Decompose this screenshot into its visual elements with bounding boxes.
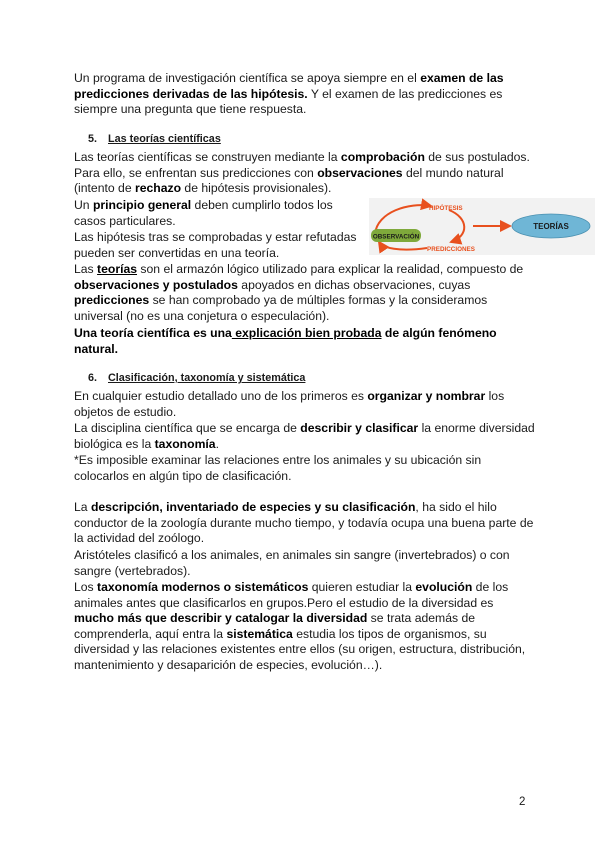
text-span: la enorme diversidad biológica es la — [74, 421, 535, 451]
page-number: 2 — [519, 796, 526, 808]
bold-span: observaciones y postulados — [74, 277, 238, 292]
hypothesis-label: HIPÓTESIS — [429, 205, 463, 212]
underline-span: explicación bien probada — [231, 326, 382, 340]
bold-span: mucho más que describir y catalogar la diversidad — [74, 611, 368, 626]
paragraph-organize — [74, 389, 536, 420]
theories-label: TEORÍAS — [533, 222, 569, 231]
text-span: Las teorías científicas se construyen mediante la — [74, 150, 341, 164]
paragraph-description — [74, 500, 536, 547]
heading-number: 5. — [88, 133, 98, 145]
predictions-label: PREDICCIONES — [427, 246, 475, 253]
paragraph-hypotheses: Las hipótesis tras se comprobadas y estar refutadas pueden ser convertidas en una teoría. — [74, 230, 357, 260]
text-span: de hipótesis provisionales). — [181, 181, 332, 196]
section-heading-6 — [88, 372, 305, 384]
text-span: se trata además de comprenderla, aquí entra la — [74, 611, 476, 641]
bold-span: sistemática — [226, 626, 293, 641]
bold-span: descripción, inventariado de especies y su clasificación — [90, 500, 416, 514]
bold-span: rechazo — [134, 181, 182, 196]
bold-span: observaciones — [317, 165, 403, 180]
text-span: Las — [74, 262, 98, 276]
bold-span: evolución — [415, 580, 473, 594]
text-span: , ha sido el hilo conductor de la zoología durante mucho tiempo, y todavía ocupa una buena parte de la actividad del zoólogo. — [74, 500, 534, 546]
paragraph-taxonomy — [74, 421, 536, 452]
paragraph-research-program — [74, 71, 536, 118]
bold-span: organizar y nombrar — [367, 389, 486, 403]
text-span: La — [74, 500, 91, 514]
bold-span: taxonomía — [154, 436, 216, 451]
underlined-bold-span — [97, 262, 137, 276]
bold-span: taxonomía modernos o sistemáticos — [97, 580, 309, 594]
heading-text: Clasificación, taxonomía y sistemática — [108, 372, 306, 384]
bold-span: predicciones — [74, 293, 150, 308]
section-heading-5 — [88, 133, 221, 145]
heading-text: Las teorías científicas — [108, 133, 221, 145]
text-span: del mundo natural (intento de — [74, 165, 504, 196]
bold-text-span: Una teoría científica es una — [74, 326, 232, 340]
text-span: Un — [74, 198, 93, 212]
text-span: son el armazón lógico utilizado para explicar la realidad, compuesto de — [137, 262, 524, 276]
paragraph-aristotle: Aristóteles clasificó a los animales, en animales sin sangre (invertebrados) o con sangre (vertebrados). — [74, 548, 510, 578]
text-span: de los animales antes que clasificarlos en grupos.Pero el estudio de la diversidad es — [74, 580, 509, 610]
text-span: estudia los tipos de organismos, su diversidad y las relaciones existentes entre ellos (su origen, estructura, distribución, mantenimiento y desaparición de especies, evolución…). — [74, 626, 526, 672]
text-span: de sus postulados. Para ello, se enfrentan sus predicciones con — [74, 150, 530, 180]
text-span: deben cumplirlo todos los casos particulares. — [74, 198, 333, 228]
bold-span: describir y clasificar — [300, 421, 419, 435]
text-span: se han comprobado ya de múltiples formas y la consideramos universal (no es una conjetura o especulación). — [74, 293, 488, 323]
text-span: apoyados en dichas observaciones, cuyas — [237, 277, 471, 292]
text-span: los objetos de estudio. — [74, 389, 505, 419]
paragraph-general-principle — [74, 198, 342, 229]
text-span: Los — [74, 580, 98, 594]
observation-label: OBSERVACIÓN — [372, 233, 420, 241]
underline-span: teorías — [97, 262, 138, 276]
paragraph-systematics — [74, 580, 536, 674]
text-span: Y el examen de las predicciones es siempre una pregunta que tiene respuesta. — [74, 86, 503, 117]
paragraph-theory-statement — [74, 326, 536, 357]
bold-span: comprobación — [340, 150, 425, 164]
bold-text-span: de algún fenómeno natural. — [74, 326, 497, 356]
text-span: La disciplina científica que se encarga de — [74, 421, 301, 435]
bold-span: principio general — [92, 198, 192, 212]
paragraph-note: *Es imposible examinar las relaciones entre los animales y su ubicación sin colocarlos en algún tipo de clasificación. — [74, 453, 482, 483]
heading-number: 6. — [88, 372, 98, 384]
text-span: Un programa de investigación científica se apoya siempre en el — [74, 71, 421, 85]
text-span: En cualquier estudio detallado uno de los primeros es — [74, 389, 368, 403]
text-span: . — [215, 436, 219, 451]
paragraph-theories-intro — [74, 150, 536, 197]
bold-span: examen de las predicciones derivadas de las hipótesis. — [74, 71, 504, 101]
observation-hypothesis-diagram — [369, 198, 595, 255]
paragraph-theories-definition — [74, 262, 536, 324]
text-span: quieren estudiar la — [308, 580, 416, 594]
